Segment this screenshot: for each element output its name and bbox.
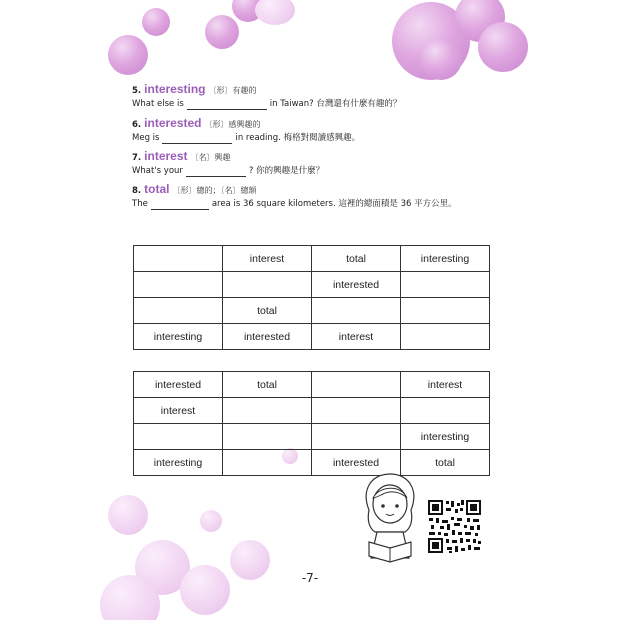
part-of-speech: 〔形〕有趣的 [208,86,257,95]
grid-cell[interactable]: interesting [134,450,223,476]
grid-cell[interactable]: interested [223,324,312,350]
fill-blank[interactable] [186,167,246,177]
grid-row [134,272,490,298]
qr-code-icon[interactable] [427,499,482,554]
part-of-speech: 〔形〕總的；〔名〕總額 [172,186,257,195]
grid-cell[interactable] [223,398,312,424]
grid-cell[interactable]: interesting [401,246,490,272]
grid-cell[interactable] [312,424,401,450]
fill-blank[interactable] [151,200,209,210]
grid-row [134,246,490,272]
grid-cell[interactable]: interested [134,372,223,398]
vocab-word: total [144,182,170,196]
grid-cell[interactable]: interested [312,450,401,476]
vocab-word: interested [144,116,202,130]
grid-row [134,398,490,424]
example-sentence: The area is 36 square kilometers. 這裡的總面積是 36 平方公里。 [132,199,457,209]
grid-cell[interactable] [223,272,312,298]
example-sentence: Meg is in reading. 梅格對閱讀感興趣。 [132,133,361,143]
grid-row [134,372,490,398]
grid-cell[interactable] [312,398,401,424]
bubble-decoration [205,15,239,49]
part-of-speech: 〔名〕興趣 [190,153,231,162]
example-sentence: What else is in Taiwan? 台灣還有什麼有趣的？ [132,99,402,109]
grid-cell[interactable]: interesting [134,324,223,350]
part-of-speech: 〔形〕感興趣的 [204,120,261,129]
vocab-word: interest [144,149,188,163]
entry-number: 6. [132,120,142,130]
bubble-decoration [200,510,222,532]
grid-cell[interactable]: total [312,246,401,272]
grid-row [134,324,490,350]
grid-cell[interactable] [401,298,490,324]
grid-cell[interactable]: interesting [401,424,490,450]
vocab-word: interesting [144,82,206,96]
girl-reading-illustration [355,470,425,565]
vocab-entry [132,184,457,210]
grid-cell[interactable] [312,372,401,398]
grid-cell[interactable]: interest [134,398,223,424]
bubble-decoration [478,22,528,72]
vocab-entry [132,118,360,144]
grid-cell[interactable] [134,424,223,450]
grid-cell[interactable]: total [223,372,312,398]
entry-number: 7. [132,153,142,163]
grid-cell[interactable] [401,324,490,350]
example-sentence: What's your ? 你的興趣是什麼？ [132,166,325,176]
grid-cell[interactable]: interested [312,272,401,298]
grid-row [134,298,490,324]
bubble-decoration [420,38,462,80]
fill-blank[interactable] [162,134,232,144]
vocab-entry [132,151,324,177]
bubble-decoration [255,0,295,25]
fill-blank[interactable] [187,100,267,110]
grid-cell[interactable]: total [401,450,490,476]
grid-row [134,450,490,476]
page-number: -7- [301,571,319,585]
grid-cell[interactable] [134,272,223,298]
grid-cell[interactable]: interest [223,246,312,272]
bubble-decoration [142,8,170,36]
word-grid-2 [133,371,490,476]
bubble-decoration [108,495,148,535]
grid-cell[interactable] [312,298,401,324]
entry-number: 8. [132,186,142,196]
grid-row [134,424,490,450]
grid-cell[interactable] [134,298,223,324]
grid-cell[interactable]: total [223,298,312,324]
entry-number: 5. [132,86,142,96]
grid-cell[interactable] [223,450,312,476]
bubble-decoration [108,35,148,75]
vocab-entry [132,84,401,110]
grid-cell[interactable] [401,398,490,424]
grid-cell[interactable]: interest [401,372,490,398]
word-grid-1 [133,245,490,350]
grid-cell[interactable] [401,272,490,298]
grid-cell[interactable] [223,424,312,450]
grid-cell[interactable] [134,246,223,272]
grid-cell[interactable]: interest [312,324,401,350]
